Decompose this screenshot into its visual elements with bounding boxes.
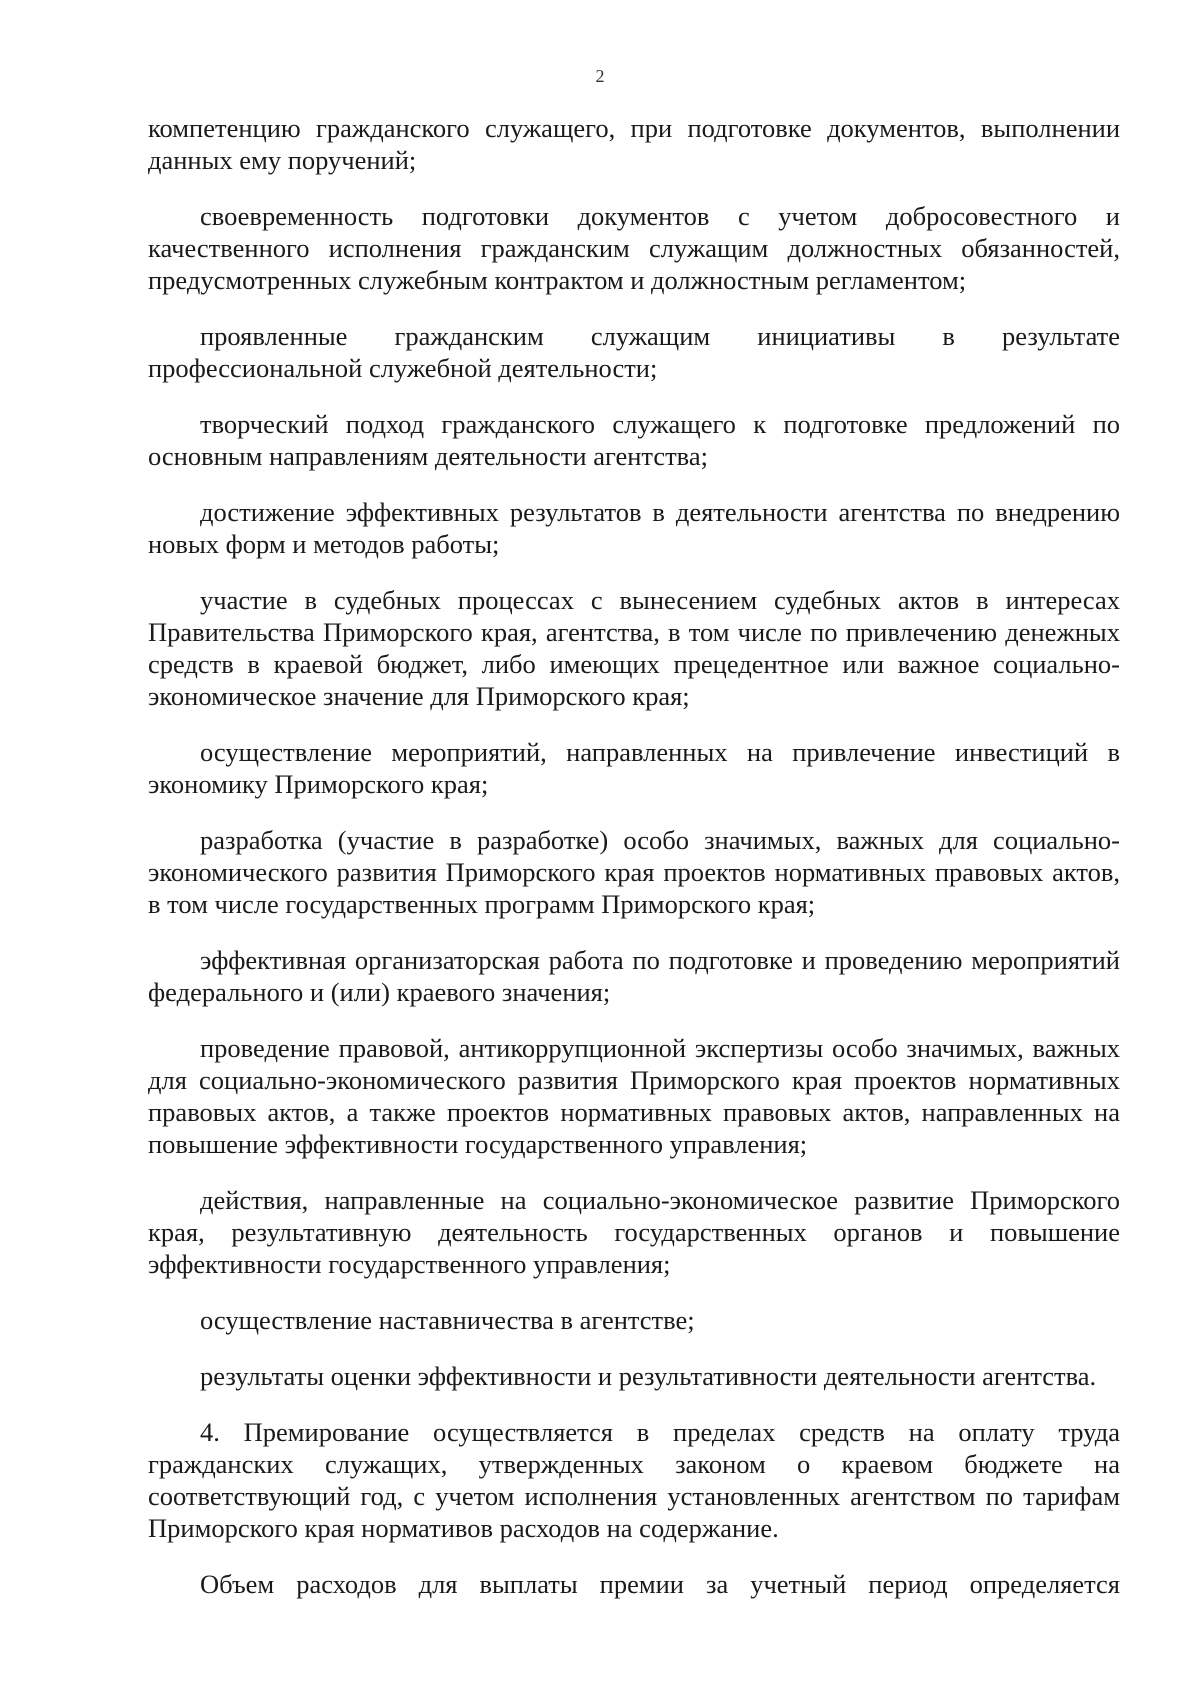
page-number: 2 <box>595 66 605 86</box>
paragraph: компетенцию гражданского служащего, при подготовке документов, выполнении данных ему поручений; <box>148 113 1120 175</box>
paragraph: осуществление мероприятий, направленных на привлечение инвестиций в экономику Приморского края; <box>148 737 1120 799</box>
paragraph: творческий подход гражданского служащего к подготовке предложений по основным направлениям деятельности агентства; <box>148 409 1120 471</box>
document-body <box>148 112 1120 1600</box>
paragraph: эффективная организаторская работа по подготовке и проведению мероприятий федерального и (или) краевого значения; <box>148 945 1120 1007</box>
paragraph: действия, направленные на социально-экономическое развитие Приморского края, результативную деятельность государственных органов и повышение эффективности государственного управления; <box>148 1185 1120 1279</box>
paragraph: участие в судебных процессах с вынесением судебных актов в интересах Правительства Приморского края, агентства, в том числе по привлечению денежных средств в краевой бюджет, либо имеющих прецедентное или важное социально-экономическое значение для Приморского края; <box>148 585 1120 711</box>
paragraph: Объем расходов для выплаты премии за учетный период определяется <box>200 1569 1120 1599</box>
paragraph: проведение правовой, антикоррупционной экспертизы особо значимых, важных для социально-экономического развития Приморского края проектов нормативных правовых актов, а также проектов нормативных правовых актов, направленных на повышение эффективности государственного управления; <box>148 1033 1120 1159</box>
paragraph: осуществление наставничества в агентстве; <box>200 1305 695 1335</box>
paragraph: достижение эффективных результатов в деятельности агентства по внедрению новых форм и методов работы; <box>148 497 1120 559</box>
paragraph: 4. Премирование осуществляется в пределах средств на оплату труда гражданских служащих, утвержденных законом о краевом бюджете на соответствующий год, с учетом исполнения установленных агентством по тарифам Приморского края нормативов расходов на содержание. <box>148 1417 1120 1543</box>
paragraph: своевременность подготовки документов с учетом добросовестного и качественного исполнения гражданским служащим должностных обязанностей, предусмотренных служебным контрактом и должностным регламентом; <box>148 201 1120 295</box>
paragraph: разработка (участие в разработке) особо значимых, важных для социально-экономического развития Приморского края проектов нормативных правовых актов, в том числе государственных программ Приморского края; <box>148 825 1120 919</box>
paragraph: проявленные гражданским служащим инициативы в результате профессиональной служебной деятельности; <box>148 321 1120 383</box>
paragraph: результаты оценки эффективности и результативности деятельности агентства. <box>200 1361 1097 1391</box>
